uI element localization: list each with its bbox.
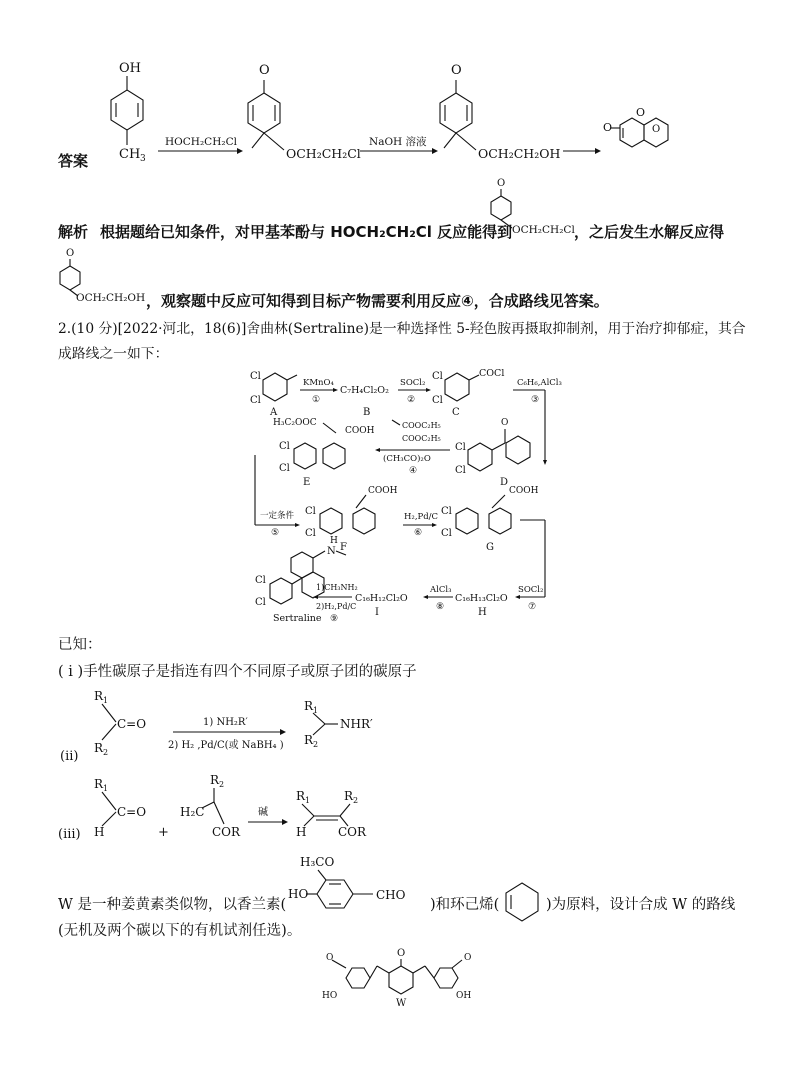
svg-text:H: H (296, 825, 307, 839)
svg-text:R: R (296, 789, 306, 803)
svg-text:⑦: ⑦ (528, 602, 537, 612)
s1-ch3: CH (119, 147, 141, 162)
svg-text:3: 3 (140, 154, 146, 164)
svg-text:Cl: Cl (279, 441, 290, 452)
svg-text:R: R (94, 741, 104, 755)
final-text-d: (无机及两个碳以下的有机试剂任选)。 (58, 923, 302, 939)
svg-text:F: F (340, 542, 347, 553)
svg-text:OH: OH (456, 991, 472, 1001)
compound-c (432, 368, 504, 418)
svg-text:O: O (636, 106, 646, 119)
svg-text:OCH₂CH₂Cl: OCH₂CH₂Cl (512, 224, 575, 236)
svg-text:Cl: Cl (432, 371, 443, 382)
svg-text:C₁₆H₁₃Cl₂O: C₁₆H₁₃Cl₂O (455, 593, 508, 604)
analysis-struct-2 (58, 246, 148, 316)
svg-text:SOCl₂: SOCl₂ (518, 585, 544, 595)
svg-text:⑥: ⑥ (414, 528, 423, 538)
svg-text:①: ① (312, 395, 321, 405)
svg-text:COCl: COCl (479, 368, 505, 379)
svg-text:HO: HO (322, 991, 338, 1001)
svg-text:A: A (270, 407, 278, 418)
svg-text:H₃CO: H₃CO (300, 855, 335, 869)
svg-text:④: ④ (409, 466, 418, 476)
dienone-chloro-structure (248, 63, 361, 161)
final-text-b: )和环己烯( (430, 897, 500, 913)
arrow1-reagent: HOCH₂CH₂Cl (165, 136, 237, 148)
svg-text:1)CH₃NH₂: 1)CH₃NH₂ (316, 583, 358, 592)
svg-text:Cl: Cl (455, 465, 466, 476)
svg-text:H₃C₂OOC: H₃C₂OOC (273, 418, 317, 428)
svg-text:R: R (304, 733, 314, 747)
svg-text:H: H (94, 825, 105, 839)
svg-text:Cl: Cl (250, 371, 261, 382)
analysis-text-3: ，观察题中反应可知得到目标产物需要利用反应④，合成路线见答案。 (146, 292, 609, 310)
svg-text:1: 1 (103, 784, 109, 793)
svg-text:2: 2 (103, 748, 109, 757)
svg-text:Cl: Cl (441, 506, 452, 517)
answer-label: 答案 (58, 152, 89, 170)
svg-text:O: O (259, 63, 270, 78)
svg-text:N: N (327, 546, 336, 557)
svg-text:Cl: Cl (441, 528, 452, 539)
svg-text:C₆H₆,AlCl₃: C₆H₆,AlCl₃ (517, 378, 562, 388)
svg-text:C₁₆H₁₂Cl₂O: C₁₆H₁₂Cl₂O (355, 593, 408, 604)
svg-text:一定条件: 一定条件 (260, 511, 295, 521)
svg-text:2: 2 (313, 740, 319, 749)
cyclohexene-structure (502, 879, 542, 929)
svg-text:AlCl₃: AlCl₃ (430, 585, 452, 595)
svg-text:2: 2 (219, 780, 225, 789)
svg-text:C₇H₄Cl₂O₂: C₇H₄Cl₂O₂ (340, 385, 389, 396)
svg-text:O: O (326, 953, 334, 963)
sertraline-synthesis-scheme (0, 365, 800, 625)
svg-text:KMnO₄: KMnO₄ (303, 378, 334, 388)
analysis-text-2: ，之后发生水解反应得 (574, 223, 725, 241)
svg-text:COOC₂H₅: COOC₂H₅ (402, 434, 441, 443)
svg-text:COOH: COOH (345, 426, 375, 436)
svg-text:HO: HO (288, 887, 309, 901)
svg-text:I: I (375, 607, 379, 618)
known-title: 已知： (58, 637, 102, 653)
svg-text:NHR′: NHR′ (340, 717, 373, 731)
svg-text:OCH₂CH₂OH: OCH₂CH₂OH (478, 146, 561, 161)
svg-text:O: O (397, 948, 406, 959)
svg-text:Cl: Cl (250, 395, 261, 406)
svg-text:O: O (497, 178, 506, 189)
svg-text:COR: COR (212, 825, 241, 839)
svg-text:O: O (501, 418, 509, 428)
vanillin-structure (288, 848, 458, 928)
svg-text:(iii): (iii) (58, 827, 81, 842)
svg-text:H₂C: H₂C (180, 805, 205, 819)
p-cresol-structure (111, 61, 146, 164)
known-iii-reaction (0, 770, 800, 860)
svg-text:COOH: COOH (368, 486, 398, 496)
analysis-label: 解析 (58, 223, 89, 241)
svg-text:H: H (478, 607, 487, 618)
svg-text:2: 2 (353, 796, 359, 805)
svg-text:R: R (210, 773, 220, 787)
analysis-struct-1 (490, 176, 580, 256)
svg-text:Cl: Cl (305, 528, 316, 539)
svg-text:C=O: C=O (117, 805, 147, 819)
svg-text:2) H₂ ,Pd/C(或 NaBH₄ ): 2) H₂ ,Pd/C(或 NaBH₄ ) (168, 740, 284, 751)
svg-text:Cl: Cl (432, 395, 443, 406)
svg-text:R: R (304, 699, 314, 713)
spiro-ketal-structure (603, 106, 668, 147)
svg-text:1: 1 (103, 696, 109, 705)
svg-text:O: O (464, 953, 472, 963)
svg-text:E: E (303, 477, 311, 488)
answer-scheme (0, 0, 800, 200)
svg-text:O: O (66, 248, 75, 259)
svg-text:O: O (451, 63, 462, 78)
s1-oh: OH (119, 61, 141, 76)
svg-text:R: R (344, 789, 354, 803)
known-i: ( i )手性碳原子是指连有四个不同原子或原子团的碳原子 (58, 664, 417, 680)
svg-text:⑤: ⑤ (271, 528, 280, 538)
svg-text:1: 1 (305, 796, 311, 805)
compound-a (250, 371, 297, 418)
svg-text:Cl: Cl (455, 442, 466, 453)
svg-text:G: G (486, 542, 494, 553)
svg-text:D: D (500, 477, 509, 488)
svg-text:碱: 碱 (258, 807, 268, 818)
svg-text:B: B (363, 407, 371, 418)
svg-text:Sertraline: Sertraline (273, 613, 322, 624)
svg-text:OCH₂CH₂Cl: OCH₂CH₂Cl (286, 146, 361, 161)
svg-text:H₂,Pd/C: H₂,Pd/C (404, 512, 439, 522)
svg-text:H: H (330, 536, 338, 546)
svg-text:2)H₂,Pd/C: 2)H₂,Pd/C (316, 602, 357, 611)
svg-text:CHO: CHO (376, 888, 406, 902)
svg-text:O: O (603, 121, 613, 134)
svg-text:C=O: C=O (117, 717, 147, 731)
svg-text:⑧: ⑧ (436, 602, 445, 612)
svg-text:Cl: Cl (255, 597, 266, 608)
svg-text:Cl: Cl (255, 575, 266, 586)
question-line-2: 成路线之一如下： (58, 346, 169, 362)
svg-text:COR: COR (338, 825, 367, 839)
svg-text:Cl: Cl (279, 463, 290, 474)
final-text-a: W 是一种姜黄素类似物，以香兰素( (58, 897, 287, 913)
final-text-c: )为原料，设计合成 W 的路线 (546, 897, 736, 913)
svg-text:COOC₂H₅: COOC₂H₅ (402, 421, 441, 430)
svg-text:R: R (94, 777, 104, 791)
svg-text:⑨: ⑨ (330, 614, 339, 624)
svg-text:COOH: COOH (509, 486, 539, 496)
compound-e (273, 418, 375, 488)
svg-text:1) NH₂R′: 1) NH₂R′ (203, 717, 248, 728)
question-line-1: 2.(10 分)[2022·河北，18(6)]舍曲林(Sertraline)是一种选择性 5-羟色胺再摄取抑制剂，用于治疗抑郁症，其合 (58, 321, 746, 337)
svg-text:+: + (158, 825, 169, 840)
analysis-text-1: 根据题给已知条件，对甲基苯酚与 HOCH₂CH₂Cl 反应能得到 (100, 223, 513, 241)
dienone-hydroxy-structure (440, 63, 560, 161)
compound-d (455, 418, 530, 488)
svg-text:(CH₃CO)₂O: (CH₃CO)₂O (383, 454, 431, 464)
svg-text:③: ③ (531, 395, 540, 405)
svg-text:Cl: Cl (305, 506, 316, 517)
svg-text:SOCl₂: SOCl₂ (400, 378, 426, 388)
arrow2-reagent: NaOH 溶液 (369, 136, 427, 148)
svg-text:OCH₂CH₂OH: OCH₂CH₂OH (76, 292, 146, 304)
compound-f (305, 486, 398, 553)
svg-text:②: ② (407, 395, 416, 405)
svg-text:1: 1 (313, 706, 319, 715)
svg-text:O: O (652, 124, 661, 135)
svg-text:C: C (452, 407, 460, 418)
known-ii-reaction (0, 680, 800, 770)
svg-text:W: W (396, 998, 407, 1009)
svg-text:(ii): (ii) (60, 749, 79, 764)
svg-text:R: R (94, 689, 104, 703)
w-structure (322, 946, 522, 1016)
